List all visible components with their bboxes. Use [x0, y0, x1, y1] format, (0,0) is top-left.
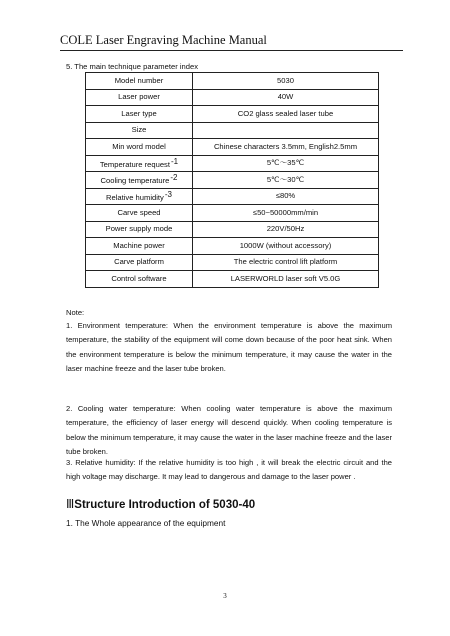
table-row [86, 122, 379, 139]
section-title-text: Structure Introduction of 5030-40 [74, 499, 256, 511]
param-label: Machine power [86, 238, 193, 255]
param-label: Carve platform [86, 254, 193, 271]
table-row [86, 155, 379, 172]
table-row [86, 172, 379, 189]
param-value: 220V/50Hz [193, 221, 379, 238]
param-label: Carve speed [86, 205, 193, 222]
table-row [86, 205, 379, 222]
param-value: ≤50~50000mm/min [193, 205, 379, 222]
footnote-marker: -2 [170, 173, 178, 183]
footnote-marker: -3 [164, 189, 172, 199]
param-label: Temperature request-1 [86, 155, 193, 172]
subsection-heading: 1. The Whole appearance of the equipment [66, 518, 226, 528]
param-label: Size [86, 122, 193, 139]
table-row [86, 139, 379, 156]
param-label: Model number [86, 73, 193, 90]
section-heading-parameters: 5. The main technique parameter index [66, 62, 198, 71]
table-row [86, 188, 379, 205]
param-value: 1000W (without accessory) [193, 238, 379, 255]
table-row [86, 89, 379, 106]
param-value: 5℃～30℃ [193, 172, 379, 189]
param-value: 5℃～35℃ [193, 155, 379, 172]
header-divider [60, 50, 403, 51]
document-header: COLE Laser Engraving Machine Manual [60, 33, 267, 47]
param-label: Cooling temperature-2 [86, 172, 193, 189]
param-value: 40W [193, 89, 379, 106]
table-row [86, 73, 379, 90]
param-value: 5030 [193, 73, 379, 90]
param-label: Min word model [86, 139, 193, 156]
table-row [86, 106, 379, 123]
footnote-marker: -1 [170, 156, 179, 166]
param-value: Chinese characters 3.5mm, English2.5mm [193, 139, 379, 156]
section-title-structure [66, 497, 255, 511]
table-row [86, 238, 379, 255]
param-value: LASERWORLD laser soft V5.0G [193, 271, 379, 288]
page-number: 3 [223, 592, 227, 600]
param-label: Power supply mode [86, 221, 193, 238]
table-row [86, 221, 379, 238]
note-paragraph-environment-temperature: 1. Environment temperature: When the environment temperature is above the maximum temperature, the stability of the equipment will come down because of the poor heat sink. When the environment temperature is below the minimum temperature, it may cause the water in the laser machine freeze and the laser tube broken. [66, 321, 392, 373]
param-value: The electric control lift platform [193, 254, 379, 271]
param-value [193, 122, 379, 139]
param-label: Laser power [86, 89, 193, 106]
param-label: Relative humidity-3 [86, 188, 193, 205]
note-paragraph-relative-humidity: 3. Relative humidity: If the relative humidity is too high , it will break the electric circuit and the high voltage may discharge. It may lead to dangerous and damage to the laser power . [66, 458, 392, 482]
param-value: CO2 glass sealed laser tube [193, 106, 379, 123]
param-label: Control software [86, 271, 193, 288]
roman-numeral: Ⅲ [66, 497, 75, 511]
parameter-table [85, 72, 379, 288]
param-label: Laser type [86, 106, 193, 123]
note-title: Note: [66, 308, 85, 317]
note-paragraph-cooling-water: 2. Cooling water temperature: When cooling water temperature is above the maximum temperature, the efficiency of laser energy will descend quickly. When cooling temperature is below the minimum temperature, it may cause the water in the laser machine freeze and the laser tube broken. [66, 404, 392, 456]
param-value: ≤80% [193, 188, 379, 205]
table-row [86, 271, 379, 288]
table-row [86, 254, 379, 271]
